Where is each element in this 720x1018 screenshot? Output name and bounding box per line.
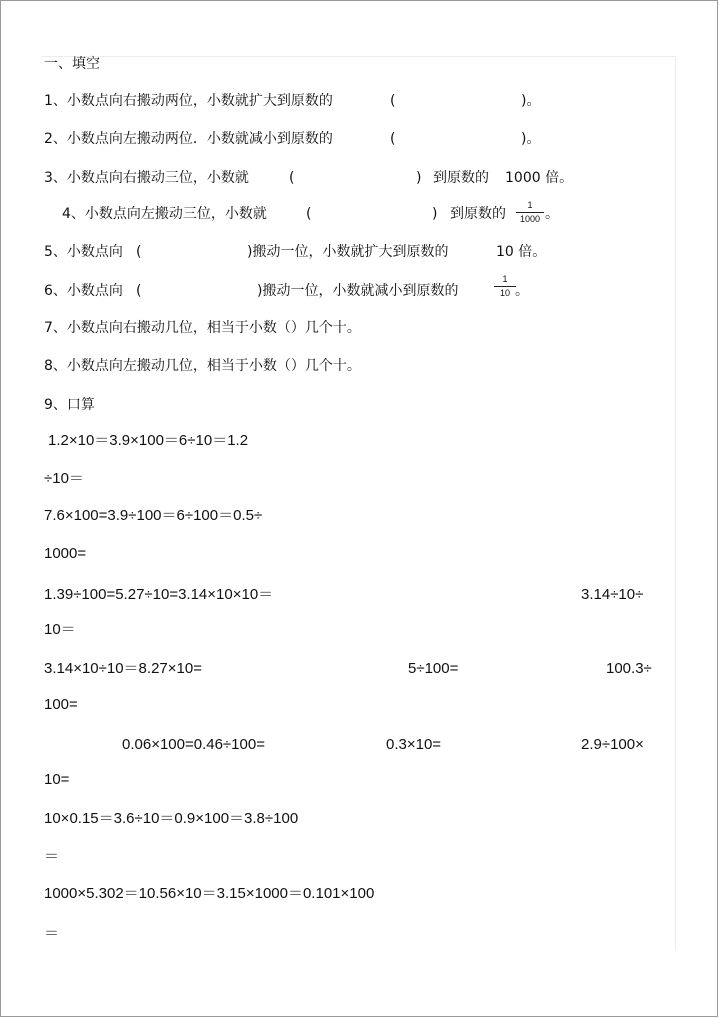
- fraction-one-thousandth: [516, 200, 544, 225]
- calc-line: 10×0.15＝3.6÷10＝0.9×100＝3.8÷100: [44, 810, 299, 827]
- question-6-text: 6、小数点向: [44, 283, 123, 299]
- calc-line: 3.14×10÷10＝8.27×10=: [44, 660, 202, 677]
- question-9-title: 9、口算: [44, 397, 95, 413]
- question-7: 7、小数点向右搬动几位，相当于小数（）几个十。: [44, 320, 361, 336]
- content-box-right-line: [675, 56, 676, 950]
- question-6-blank-open: (: [136, 283, 142, 299]
- fraction-numerator: 1: [502, 274, 508, 284]
- question-2-text: 2、小数点向左搬动两位．小数就减小到原数的: [44, 131, 333, 147]
- question-1-blank-open: (: [390, 93, 396, 109]
- calc-line: 5÷100=: [408, 660, 459, 677]
- question-1-blank-close: )。: [521, 93, 541, 109]
- calc-line: 100=: [44, 696, 78, 713]
- calc-line: 2.9÷100×: [581, 736, 644, 753]
- calc-line: ＝: [44, 848, 60, 865]
- question-2-blank-close: )。: [521, 131, 541, 147]
- question-6-close-after: )搬动一位，小数就减小到原数的: [257, 283, 459, 299]
- fraction-denominator: 1000: [519, 214, 541, 224]
- calc-line: 100.3÷: [606, 660, 652, 677]
- question-4-end: 。: [545, 206, 559, 222]
- question-3-text: 3、小数点向右搬动三位，小数就: [44, 170, 249, 186]
- fraction-one-tenth: [494, 274, 516, 299]
- question-5-close-after: )搬动一位，小数就扩大到原数的: [247, 244, 449, 260]
- calc-line: 10=: [44, 771, 70, 788]
- calc-line: 1.2×10＝3.9×100＝6÷10＝1.2: [48, 432, 249, 449]
- fraction-numerator: 1: [527, 200, 533, 210]
- fraction-denominator: 10: [499, 288, 510, 298]
- question-5-blank-open: (: [136, 244, 142, 260]
- question-4-blank-close: ): [432, 206, 438, 222]
- question-4-blank-open: (: [306, 206, 312, 222]
- page-border-top: [0, 0, 718, 1]
- calc-line: 7.6×100=3.9÷100＝6÷100＝0.5÷: [44, 507, 263, 524]
- question-2-blank-open: (: [390, 131, 396, 147]
- section-title: 一、填空: [44, 56, 100, 72]
- calc-line: 10＝: [44, 621, 76, 638]
- question-4-after: 到原数的: [450, 206, 506, 222]
- question-3-value: 1000 倍。: [505, 170, 574, 186]
- page-border-right: [717, 0, 718, 1016]
- question-8: 8、小数点向左搬动几位，相当于小数（）几个十。: [44, 358, 361, 374]
- page-border-bottom: [0, 1016, 718, 1017]
- calc-line: ÷10＝: [44, 470, 84, 487]
- question-4-text: 4、小数点向左搬动三位，小数就: [62, 206, 267, 222]
- calc-line: 1000=: [44, 545, 87, 562]
- question-6-end: 。: [515, 283, 529, 299]
- calc-line: 3.14÷10÷: [581, 586, 644, 603]
- question-1-text: 1、小数点向右搬动两位，小数就扩大到原数的: [44, 93, 333, 109]
- question-3-after: 到原数的: [433, 170, 489, 186]
- question-3-blank-close: ): [416, 170, 422, 186]
- question-5-text: 5、小数点向: [44, 244, 123, 260]
- calc-line: 0.06×100=0.46÷100=: [122, 736, 265, 753]
- calc-line: 1000×5.302＝10.56×10＝3.15×1000＝0.101×100: [44, 885, 375, 902]
- content-box-top-line: [42, 56, 676, 57]
- question-5-value: 10 倍。: [496, 244, 547, 260]
- page-border-left: [0, 0, 1, 1016]
- calc-line: ＝: [44, 925, 60, 942]
- calc-line: 1.39÷100=5.27÷10=3.14×10×10＝: [44, 586, 274, 603]
- calc-line: 0.3×10=: [386, 736, 442, 753]
- fraction-bar: [516, 212, 544, 213]
- fraction-bar: [494, 286, 516, 287]
- question-3-blank-open: (: [289, 170, 295, 186]
